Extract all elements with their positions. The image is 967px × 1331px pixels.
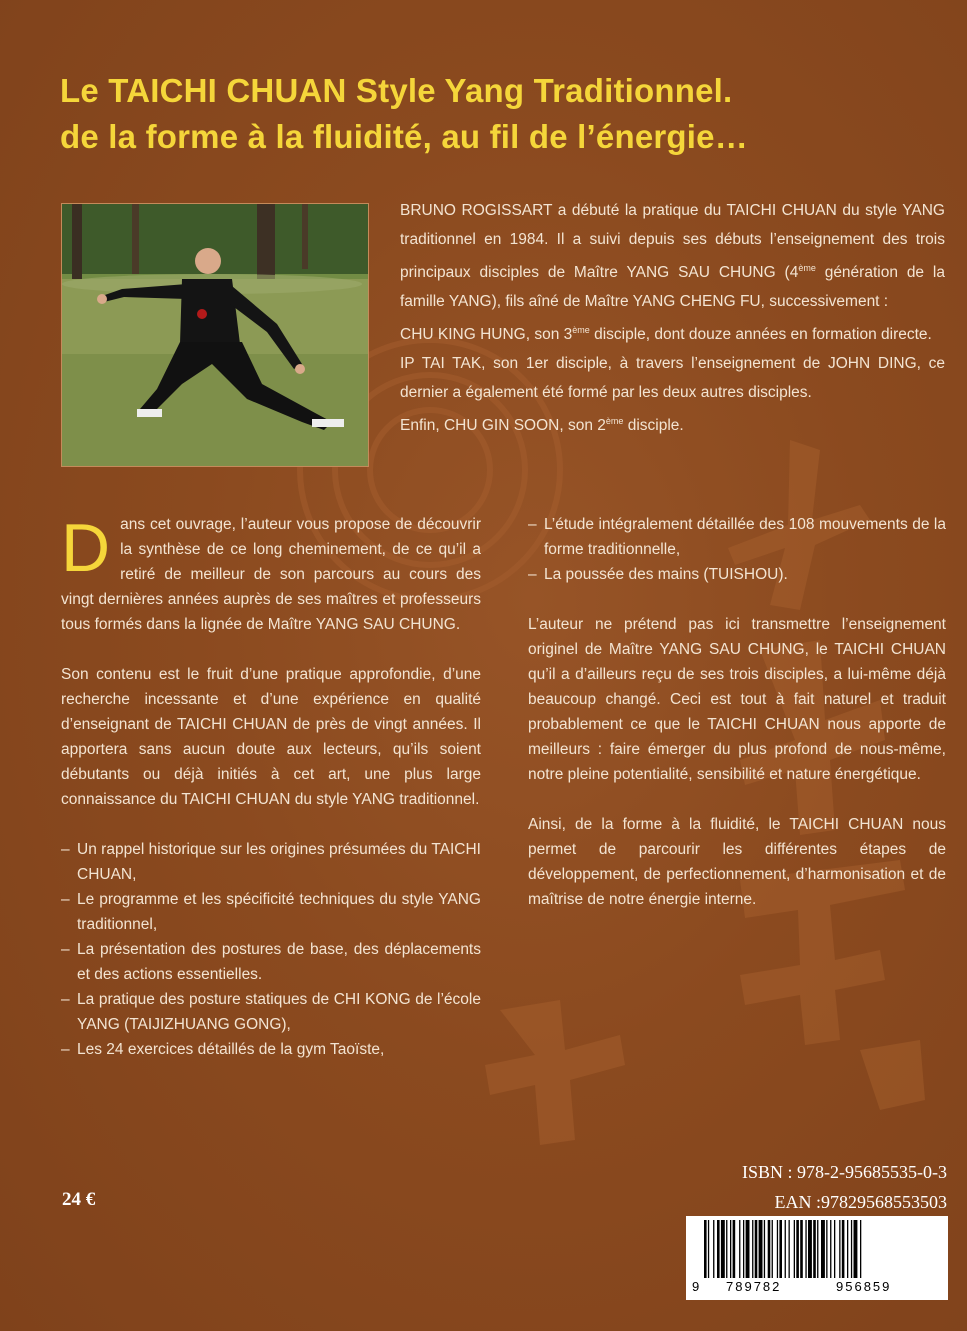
barcode-bar [834,1220,835,1278]
bio-text: Enfin, CHU GIN SOON, son 2 [400,417,606,435]
barcode-bar [851,1220,852,1278]
barcode-bar [772,1220,773,1278]
bio-superscript: ème [605,416,624,427]
barcode-bar [755,1220,758,1278]
barcode-bar [830,1220,831,1278]
barcode-bar [800,1220,803,1278]
barcode-bar [854,1220,858,1278]
barcode-bar [746,1220,750,1278]
bio-paragraph [400,196,945,316]
bio-paragraph [400,316,945,349]
bio-superscript: ème [798,263,816,273]
list-item: – La pratique des posture statiques de CHI KONG de l’école YANG (TAIJIZHUANG GONG), [61,987,481,1037]
barcode-bar [847,1220,848,1278]
list-item: – La présentation des postures de base, des déplacements et des actions essentielles. [61,937,481,987]
barcode-bar [842,1220,845,1278]
barcode-bar [826,1220,827,1278]
barcode-bar [730,1220,731,1278]
barcode-bar [764,1220,765,1278]
barcode-bar [839,1220,840,1278]
barcode-bar [759,1220,763,1278]
bio-text: génération de la famille YANG), fils aîné de Maître YANG CHENG FU, successivement : [400,264,945,311]
content-paragraph: Son contenu est le fruit d’une pratique approfondie, d’une recherche incessante et d’une expérience en qualité d’enseignant de TAICHI CHUAN de près de vingt années. Il apportera sans aucun doute aux lecteurs, qu’ils soient débutants ou déjà initiés à cet art, une plus large connaissance du TAICHI CHUAN du style YANG traditionnel. [61,666,481,808]
list-item: – L’étude intégralement détaillée des 108 mouvements de la forme traditionnelle, [528,512,946,562]
barcode-bar [739,1220,740,1278]
bio-text: BRUNO ROGISSART a débuté la pratique du TAICHI CHUAN du style YANG traditionnel en 1984. Il a suivi depuis ses débuts l’enseignement des trois principaux disciples de Maître YANG SAU CHUNG (4 [400,202,945,282]
price-label: 24 € [62,1189,96,1210]
title-line-2: de la forme à la fluidité, au fil de l’énergie… [60,118,748,155]
barcode-bar [805,1220,806,1278]
contents-list [61,837,481,1062]
barcode-digits-group-1: 789782 [726,1279,782,1294]
content-paragraph: L’auteur ne prétend pas ici transmettre l’enseignement originel de Maître YANG SAU CHUNG, le TAICHI CHUAN qu’il a d’ailleurs reçu de ses trois disciples, a lui-même déjà beaucoup changé. Ceci est tout à fait naturel et traduit probablement ce que le TAICHI CHUAN nous apporte de meilleurs : faire émerger du plus profond de nous-même, notre pleine potentialité, sensibilité et nature énergétique. [528,616,946,783]
bio-paragraph: IP TAI TAK, son 1er disciple, à travers l’enseignement de JOHN DING, ce dernier a également été formé par les deux autres disciples. [400,355,945,402]
barcode-bar [777,1220,778,1278]
list-item: – Le programme et les spécificité techniques du style YANG traditionnel, [61,887,481,937]
barcode-bar [708,1220,709,1278]
barcode-bar [796,1220,799,1278]
list-item: – Un rappel historique sur les origines présumées du TAICHI CHUAN, [61,837,481,887]
list-item: – Les 24 exercices détaillés de la gym Taoïste, [61,1037,481,1062]
contents-list-continued [528,512,946,587]
barcode-bar [733,1220,736,1278]
barcode-bar [713,1220,714,1278]
title-line-1: Le TAICHI CHUAN Style Yang Traditionnel. [60,72,733,109]
left-column [61,512,481,1062]
intro-text: ans cet ouvrage, l’auteur vous propose de découvrir la synthèse de ce long cheminement, de ce qu’il a retiré de meilleur de son parcours au cours des vingt dernières années auprès de ses maîtres et professeurs tous formés dans la lignée de Maître YANG SAU CHUNG. [61,516,481,633]
barcode-bar [779,1220,782,1278]
barcode-bar [813,1220,816,1278]
barcode-bar [726,1220,727,1278]
bio-paragraph [400,407,945,440]
ean-label: EAN :97829568553503 [774,1192,947,1212]
barcode-bar [768,1220,771,1278]
barcode-bar [817,1220,818,1278]
drop-cap: D [61,510,111,586]
barcode-bar [743,1220,744,1278]
barcode [686,1216,948,1300]
bio-text: disciple, dont douze années en formation directe. [589,326,932,344]
content-paragraph: Ainsi, de la forme à la fluidité, le TAICHI CHUAN nous permet de parcourir les différentes étapes de développement, de perfectionnement, d’harmonisation et de maîtrise de notre énergie interne. [528,816,946,908]
bio-text: disciple. [623,417,684,435]
isbn-label: ISBN : 978-2-95685535-0-3 [742,1162,947,1182]
barcode-bar [721,1220,725,1278]
barcode-digit-first: 9 [692,1279,700,1294]
bio-text: CHU KING HUNG, son 3 [400,326,573,344]
barcode-bar [808,1220,812,1278]
barcode-bar [860,1220,861,1278]
book-title [60,68,940,160]
intro-paragraph [61,512,481,637]
bio-superscript: ème [572,325,590,336]
barcode-bar [704,1220,707,1278]
author-biography [400,196,945,440]
author-photo [61,203,369,467]
barcode-digits-group-2: 956859 [836,1279,892,1294]
barcode-bar [789,1220,790,1278]
list-item: – La poussée des mains (TUISHOU). [528,562,946,587]
barcode-bar [717,1220,720,1278]
barcode-bar [752,1220,753,1278]
right-column [528,512,946,937]
barcode-bar [821,1220,825,1278]
barcode-bar [785,1220,786,1278]
barcode-bar [794,1220,795,1278]
